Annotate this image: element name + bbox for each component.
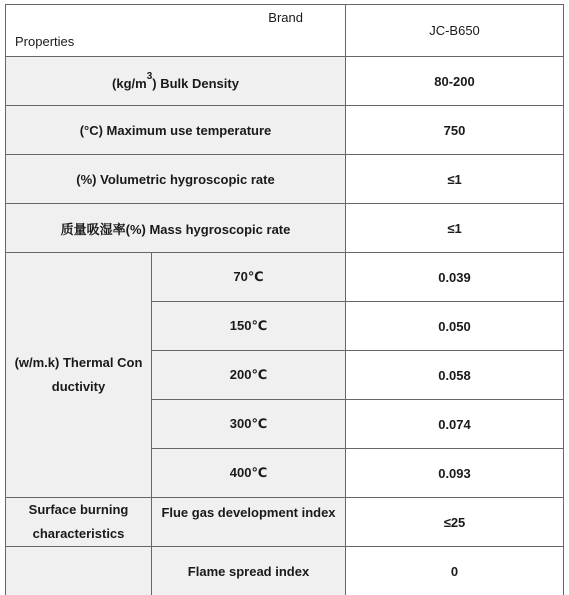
thermal-conductivity-label	[6, 253, 152, 498]
max-temp-label: (°C) Maximum use temperature	[6, 106, 346, 155]
flame-spread-label: Flame spread index	[152, 547, 346, 595]
thermal-conductivity-line1: (w/m.k) Thermal Con	[14, 355, 143, 370]
conductivity-temp: 300℃	[152, 400, 346, 449]
table-row	[6, 204, 564, 253]
conductivity-temp: 70℃	[152, 253, 346, 302]
empty-cell	[6, 547, 152, 595]
conductivity-value: 0.050	[346, 302, 564, 351]
bulk-density-value: 80-200	[346, 57, 564, 106]
flue-gas-value: ≤25	[346, 498, 564, 547]
bulk-density-superscript: 3	[146, 71, 153, 82]
vol-hygro-label: (%) Volumetric hygroscopic rate	[6, 155, 346, 204]
surface-burning-line1: Surface burning	[28, 502, 129, 517]
surface-burning-line2: characteristics	[32, 526, 125, 541]
table-row	[6, 547, 564, 595]
flue-gas-label-cell	[152, 498, 346, 547]
table-row	[6, 253, 564, 302]
bulk-density-label	[6, 57, 346, 106]
table-row	[6, 155, 564, 204]
conductivity-value: 0.093	[346, 449, 564, 498]
brand-value: JC-B650	[346, 5, 564, 57]
header-row	[6, 5, 564, 57]
table-row	[6, 57, 564, 106]
mass-hygro-value: ≤1	[346, 204, 564, 253]
conductivity-temp: 400℃	[152, 449, 346, 498]
flue-gas-label: Flue gas development index	[161, 504, 336, 520]
conductivity-value: 0.039	[346, 253, 564, 302]
max-temp-value: 750	[346, 106, 564, 155]
conductivity-temp: 200℃	[152, 351, 346, 400]
table-row	[6, 106, 564, 155]
bulk-density-suffix: ) Bulk Density	[152, 76, 239, 91]
surface-burning-label	[6, 498, 152, 547]
conductivity-value: 0.074	[346, 400, 564, 449]
properties-label: Properties	[15, 34, 75, 49]
flame-spread-value: 0	[346, 547, 564, 595]
brand-label: Brand	[268, 10, 303, 25]
vol-hygro-value: ≤1	[346, 155, 564, 204]
conductivity-value: 0.058	[346, 351, 564, 400]
spec-table	[5, 4, 564, 595]
conductivity-temp: 150℃	[152, 302, 346, 351]
thermal-conductivity-line2: ductivity	[51, 379, 106, 394]
bulk-density-prefix: (kg/m	[112, 76, 147, 91]
header-diagonal-cell	[6, 5, 346, 57]
table-row	[6, 498, 564, 547]
mass-hygro-label: 质量吸湿率(%) Mass hygroscopic rate	[6, 204, 346, 253]
